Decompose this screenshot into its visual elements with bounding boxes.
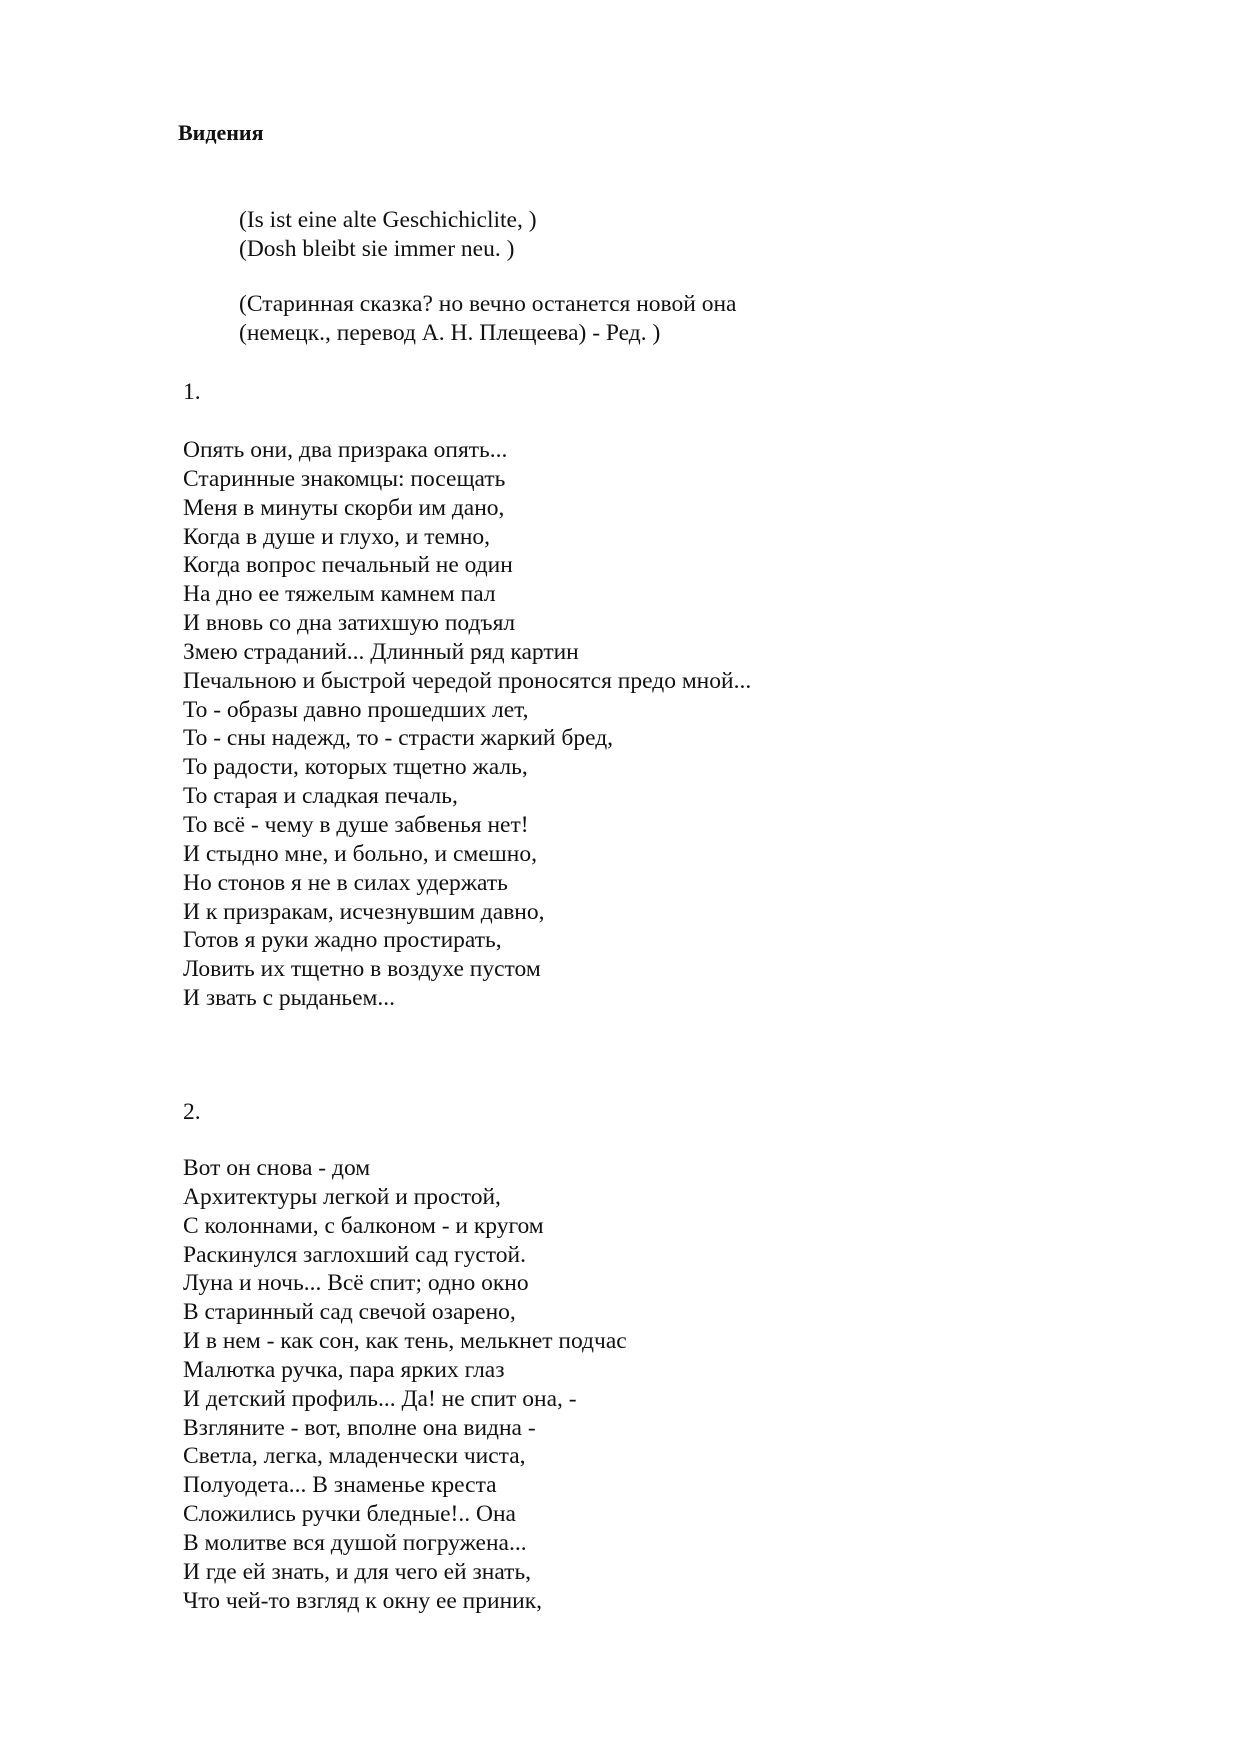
epigraph-translation bbox=[239, 290, 736, 348]
poem-line: То - образы давно прошедших лет, bbox=[183, 696, 529, 723]
poem-line: И где ей знать, и для чего ей знать, bbox=[183, 1558, 532, 1585]
section-1-text bbox=[183, 436, 751, 1013]
poem-line: Архитектуры легкой и простой, bbox=[183, 1183, 501, 1210]
poem-line: И звать с рыданьем... bbox=[183, 985, 396, 1012]
poem-line: На дно ее тяжелым камнем пал bbox=[183, 581, 496, 608]
poem-line: И к призракам, исчезнувшим давно, bbox=[183, 898, 545, 925]
poem-title: Видения bbox=[178, 120, 264, 145]
epigraph-line: (немецк., перевод А. Н. Плещеева) - Ред. ) bbox=[239, 320, 661, 346]
poem-line: Готов я руки жадно простирать, bbox=[183, 927, 502, 954]
epigraph-line: (Dosh bleibt sie immer neu. ) bbox=[239, 236, 515, 262]
epigraph-line: (Старинная сказка? но вечно останется новой она bbox=[239, 291, 737, 317]
poem-line: Старинные знакомцы: посещать bbox=[183, 465, 506, 492]
poem-line: То старая и сладкая печаль, bbox=[183, 783, 458, 810]
poem-line: Что чей-то взгляд к окну ее приник, bbox=[183, 1587, 543, 1614]
poem-line: И детский профиль... Да! не спит она, - bbox=[183, 1385, 577, 1412]
poem-line: Взгляните - вот, вполне она видна - bbox=[183, 1414, 536, 1441]
poem-line: И вновь со дна затихшую подъял bbox=[183, 610, 516, 637]
poem-line: То - сны надежд, то - страсти жаркий бред, bbox=[183, 725, 614, 752]
poem-line: Раскинулся заглохший сад густой. bbox=[183, 1241, 526, 1268]
poem-line: В старинный сад свечой озарено, bbox=[183, 1299, 516, 1326]
poem-line: Сложились ручки бледные!.. Она bbox=[183, 1501, 516, 1528]
poem-line: Когда в душе и глухо, и темно, bbox=[183, 523, 491, 550]
poem-line: Малютка ручка, пара ярких глаз bbox=[183, 1356, 505, 1383]
poem-line: Когда вопрос печальный не один bbox=[183, 552, 513, 579]
section-number-2: 2. bbox=[183, 1099, 201, 1125]
poem-line: С колоннами, с балконом - и кругом bbox=[183, 1212, 544, 1239]
poem-line: И стыдно мне, и больно, и смешно, bbox=[183, 840, 537, 867]
poem-line: Луна и ночь... Всё спит; одно окно bbox=[183, 1270, 529, 1297]
poem-line: И в нем - как сон, как тень, мелькнет подчас bbox=[183, 1328, 627, 1355]
epigraph-line: (Is ist eine alte Geschichiclite, ) bbox=[239, 207, 537, 233]
poem-line: То радости, которых тщетно жаль, bbox=[183, 754, 528, 781]
poem-line: То всё - чему в душе забвенья нет! bbox=[183, 811, 529, 838]
poem-line: Опять они, два призрака опять... bbox=[183, 437, 508, 463]
poem-line: Вот он снова - дом bbox=[183, 1155, 371, 1181]
poem-line: В молитве вся душой погружена... bbox=[183, 1529, 527, 1556]
poem-line: Полуодета... В знаменье креста bbox=[183, 1472, 497, 1499]
poem-line: Змею страданий... Длинный ряд картин bbox=[183, 638, 579, 665]
poem-line: Но стонов я не в силах удержать bbox=[183, 869, 508, 896]
section-number-1: 1. bbox=[183, 379, 201, 405]
poem-line: Ловить их тщетно в воздухе пустом bbox=[183, 956, 541, 983]
epigraph-german bbox=[239, 206, 537, 264]
section-2-text bbox=[183, 1154, 627, 1616]
poem-line: Меня в минуты скорби им дано, bbox=[183, 494, 505, 521]
poem-line: Светла, легка, младенчески чиста, bbox=[183, 1443, 526, 1470]
poem-line: Печальною и быстрой чередой проносятся предо мной... bbox=[183, 667, 752, 694]
